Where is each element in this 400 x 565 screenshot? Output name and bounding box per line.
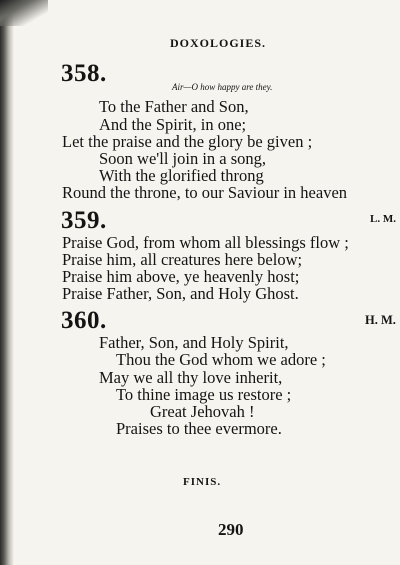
hymn-359-line-3: Praise him above, ye heavenly host; — [62, 267, 300, 286]
hymn-358-line-1: To the Father and Son, — [99, 97, 249, 116]
hymn-360-line-5: Great Jehovah ! — [150, 402, 255, 421]
hymn-360-number: 360. — [61, 307, 107, 334]
hymn-358-line-2: And the Spirit, in one; — [99, 115, 247, 134]
running-header: DOXOLOGIES. — [170, 36, 267, 50]
page-corner-shadow — [0, 0, 48, 26]
hymn-360-line-6: Praises to thee evermore. — [116, 419, 282, 438]
hymn-358-line-6: Round the throne, to our Saviour in heaven — [62, 183, 348, 202]
hymn-360-line-3: May we all thy love inherit, — [99, 368, 283, 387]
hymn-359-meter: L. M. — [370, 213, 396, 225]
binding-edge-shadow — [0, 0, 14, 565]
hymn-360-line-4: To thine image us restore ; — [116, 385, 292, 404]
hymn-359-line-1: Praise God, from whom all blessings flow ; — [62, 233, 349, 252]
hymn-359-number: 359. — [61, 207, 107, 234]
hymn-360-line-1: Father, Son, and Holy Spirit, — [99, 333, 289, 352]
hymn-358-number: 358. — [61, 60, 107, 87]
hymn-360-meter: H. M. — [365, 313, 396, 327]
hymn-358-line-5: With the glorified throng — [99, 166, 264, 185]
hymn-359-line-4: Praise Father, Son, and Holy Ghost. — [62, 284, 299, 303]
hymn-360-line-2: Thou the God whom we adore ; — [116, 350, 326, 369]
page-number: 290 — [218, 520, 244, 539]
hymn-358-tune: Air—O how happy are they. — [172, 82, 273, 92]
hymn-359-line-2: Praise him, all creatures here below; — [62, 250, 303, 269]
hymn-358-line-4: Soon we'll join in a song, — [99, 149, 267, 168]
finis-mark: FINIS. — [183, 476, 222, 488]
hymn-358-line-3: Let the praise and the glory be given ; — [62, 132, 313, 151]
